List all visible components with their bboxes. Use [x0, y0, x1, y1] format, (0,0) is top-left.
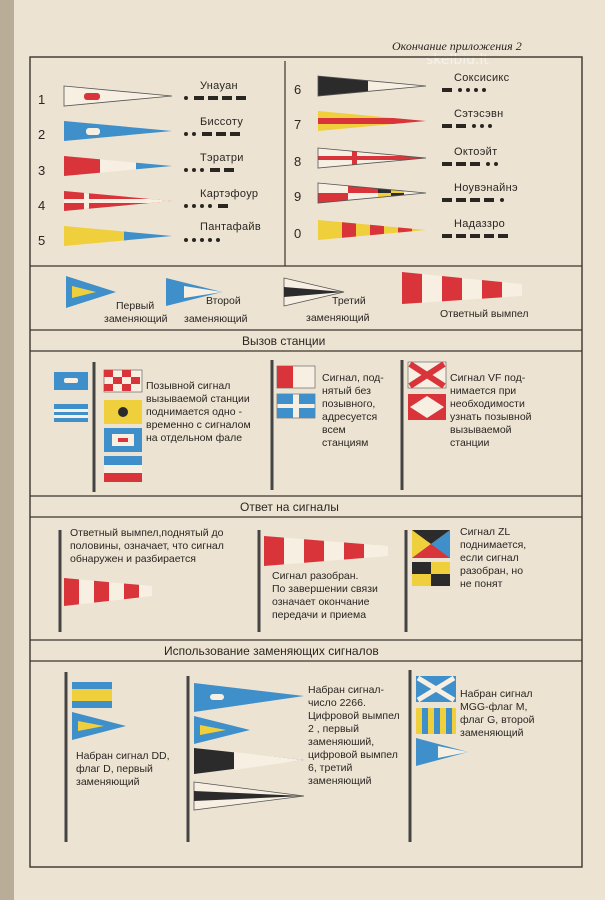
- pennant-8: [318, 148, 426, 168]
- section-heading-call: Вызов станции: [242, 334, 326, 348]
- numeral-1: 1: [38, 92, 46, 107]
- pennant-7: [318, 111, 426, 131]
- second-substitute-label: Второй: [206, 295, 241, 307]
- pennant-0: [318, 220, 426, 240]
- book-page: [14, 0, 605, 900]
- word-7: Сэтэсэвн: [454, 108, 504, 120]
- answer-figure-3: [406, 530, 450, 632]
- first-substitute-pennant: [66, 276, 116, 308]
- usage-note-1: Набран сигнал DD, флаг D, первый заменяющий: [76, 750, 170, 788]
- pennant-5: [64, 226, 172, 246]
- usage-note-2: Набран сигнал- число 2266. Цифровой вымпел 2 , первый заменяюший, цифровой вымпел 6, третий заменяющий: [308, 684, 400, 787]
- answer-pennant-label: Ответный вымпел: [440, 308, 529, 320]
- word-9: Ноувэнайнэ: [454, 182, 518, 194]
- first-substitute-label: Первый: [116, 300, 155, 312]
- numeral-3: 3: [38, 163, 46, 178]
- numeral-5: 5: [38, 233, 46, 248]
- call-note-3: Сигнал VF под- нимается при необходимости узнать позывной вызываемой станции: [450, 372, 532, 449]
- usage-note-3: Набран сигнал MGG-флаг M, флаг G, второй заменяющий: [460, 688, 535, 739]
- call-station-figure-3: [402, 360, 446, 490]
- first-substitute-label-2: заменяющий: [104, 313, 168, 325]
- pennant-1: [64, 86, 172, 106]
- pennant-4: [64, 191, 172, 211]
- call-note-1: Позывной сигнал вызываемой станции поднимается одно - временно с сигналом на отдельном фале: [146, 380, 251, 444]
- call-note-2: Сигнал, под- нятый без позывного, адресуется всем станциям: [322, 372, 384, 449]
- pennant-9: [318, 183, 426, 203]
- call-station-figure-2: [272, 360, 315, 490]
- pennant-6: [318, 76, 426, 96]
- call-station-figure-1: [54, 362, 142, 492]
- word-6: Соксисикс: [454, 72, 510, 84]
- word-5: Пантафайв: [200, 221, 261, 233]
- pennant-2: [64, 121, 172, 141]
- numeral-9: 9: [294, 189, 302, 204]
- word-2: Биссоту: [200, 116, 244, 128]
- third-substitute-label: Третий: [332, 295, 366, 307]
- word-0: Надаззро: [454, 218, 506, 230]
- section-heading-answer: Ответ на сигналы: [240, 500, 339, 514]
- word-1: Унауан: [200, 80, 238, 92]
- numeral-8: 8: [294, 154, 302, 169]
- section-heading-usage: Использование заменяющих сигналов: [164, 644, 379, 658]
- pennant-3: [64, 156, 172, 176]
- numeral-7: 7: [294, 117, 302, 132]
- page-title: Окончание приложения 2: [392, 39, 522, 53]
- answer-note-1: Ответный вымпел,поднятый до половины, означает, что сигнал обнаружен и разбирается: [70, 527, 224, 565]
- second-substitute-label-2: заменяющий: [184, 313, 248, 325]
- usage-figure-2: [188, 676, 304, 842]
- numeral-6: 6: [294, 82, 302, 97]
- word-3: Тэратри: [200, 152, 244, 164]
- word-4: Картэфоур: [200, 188, 259, 200]
- numeral-2: 2: [38, 127, 46, 142]
- answer-pennant: [402, 272, 522, 304]
- word-8: Октоэйт: [454, 146, 498, 158]
- third-substitute-label-2: заменяющий: [306, 312, 370, 324]
- answer-note-3: Сигнал ZL поднимается, если сигнал разобран, но не понят: [460, 526, 527, 590]
- numeral-0: 0: [294, 226, 302, 241]
- watermark: skelbiu.lt: [426, 52, 489, 68]
- answer-note-2: Сигнал разобран. По завершении связи означает окончание передачи и приема: [272, 570, 378, 621]
- numeral-4: 4: [38, 198, 46, 213]
